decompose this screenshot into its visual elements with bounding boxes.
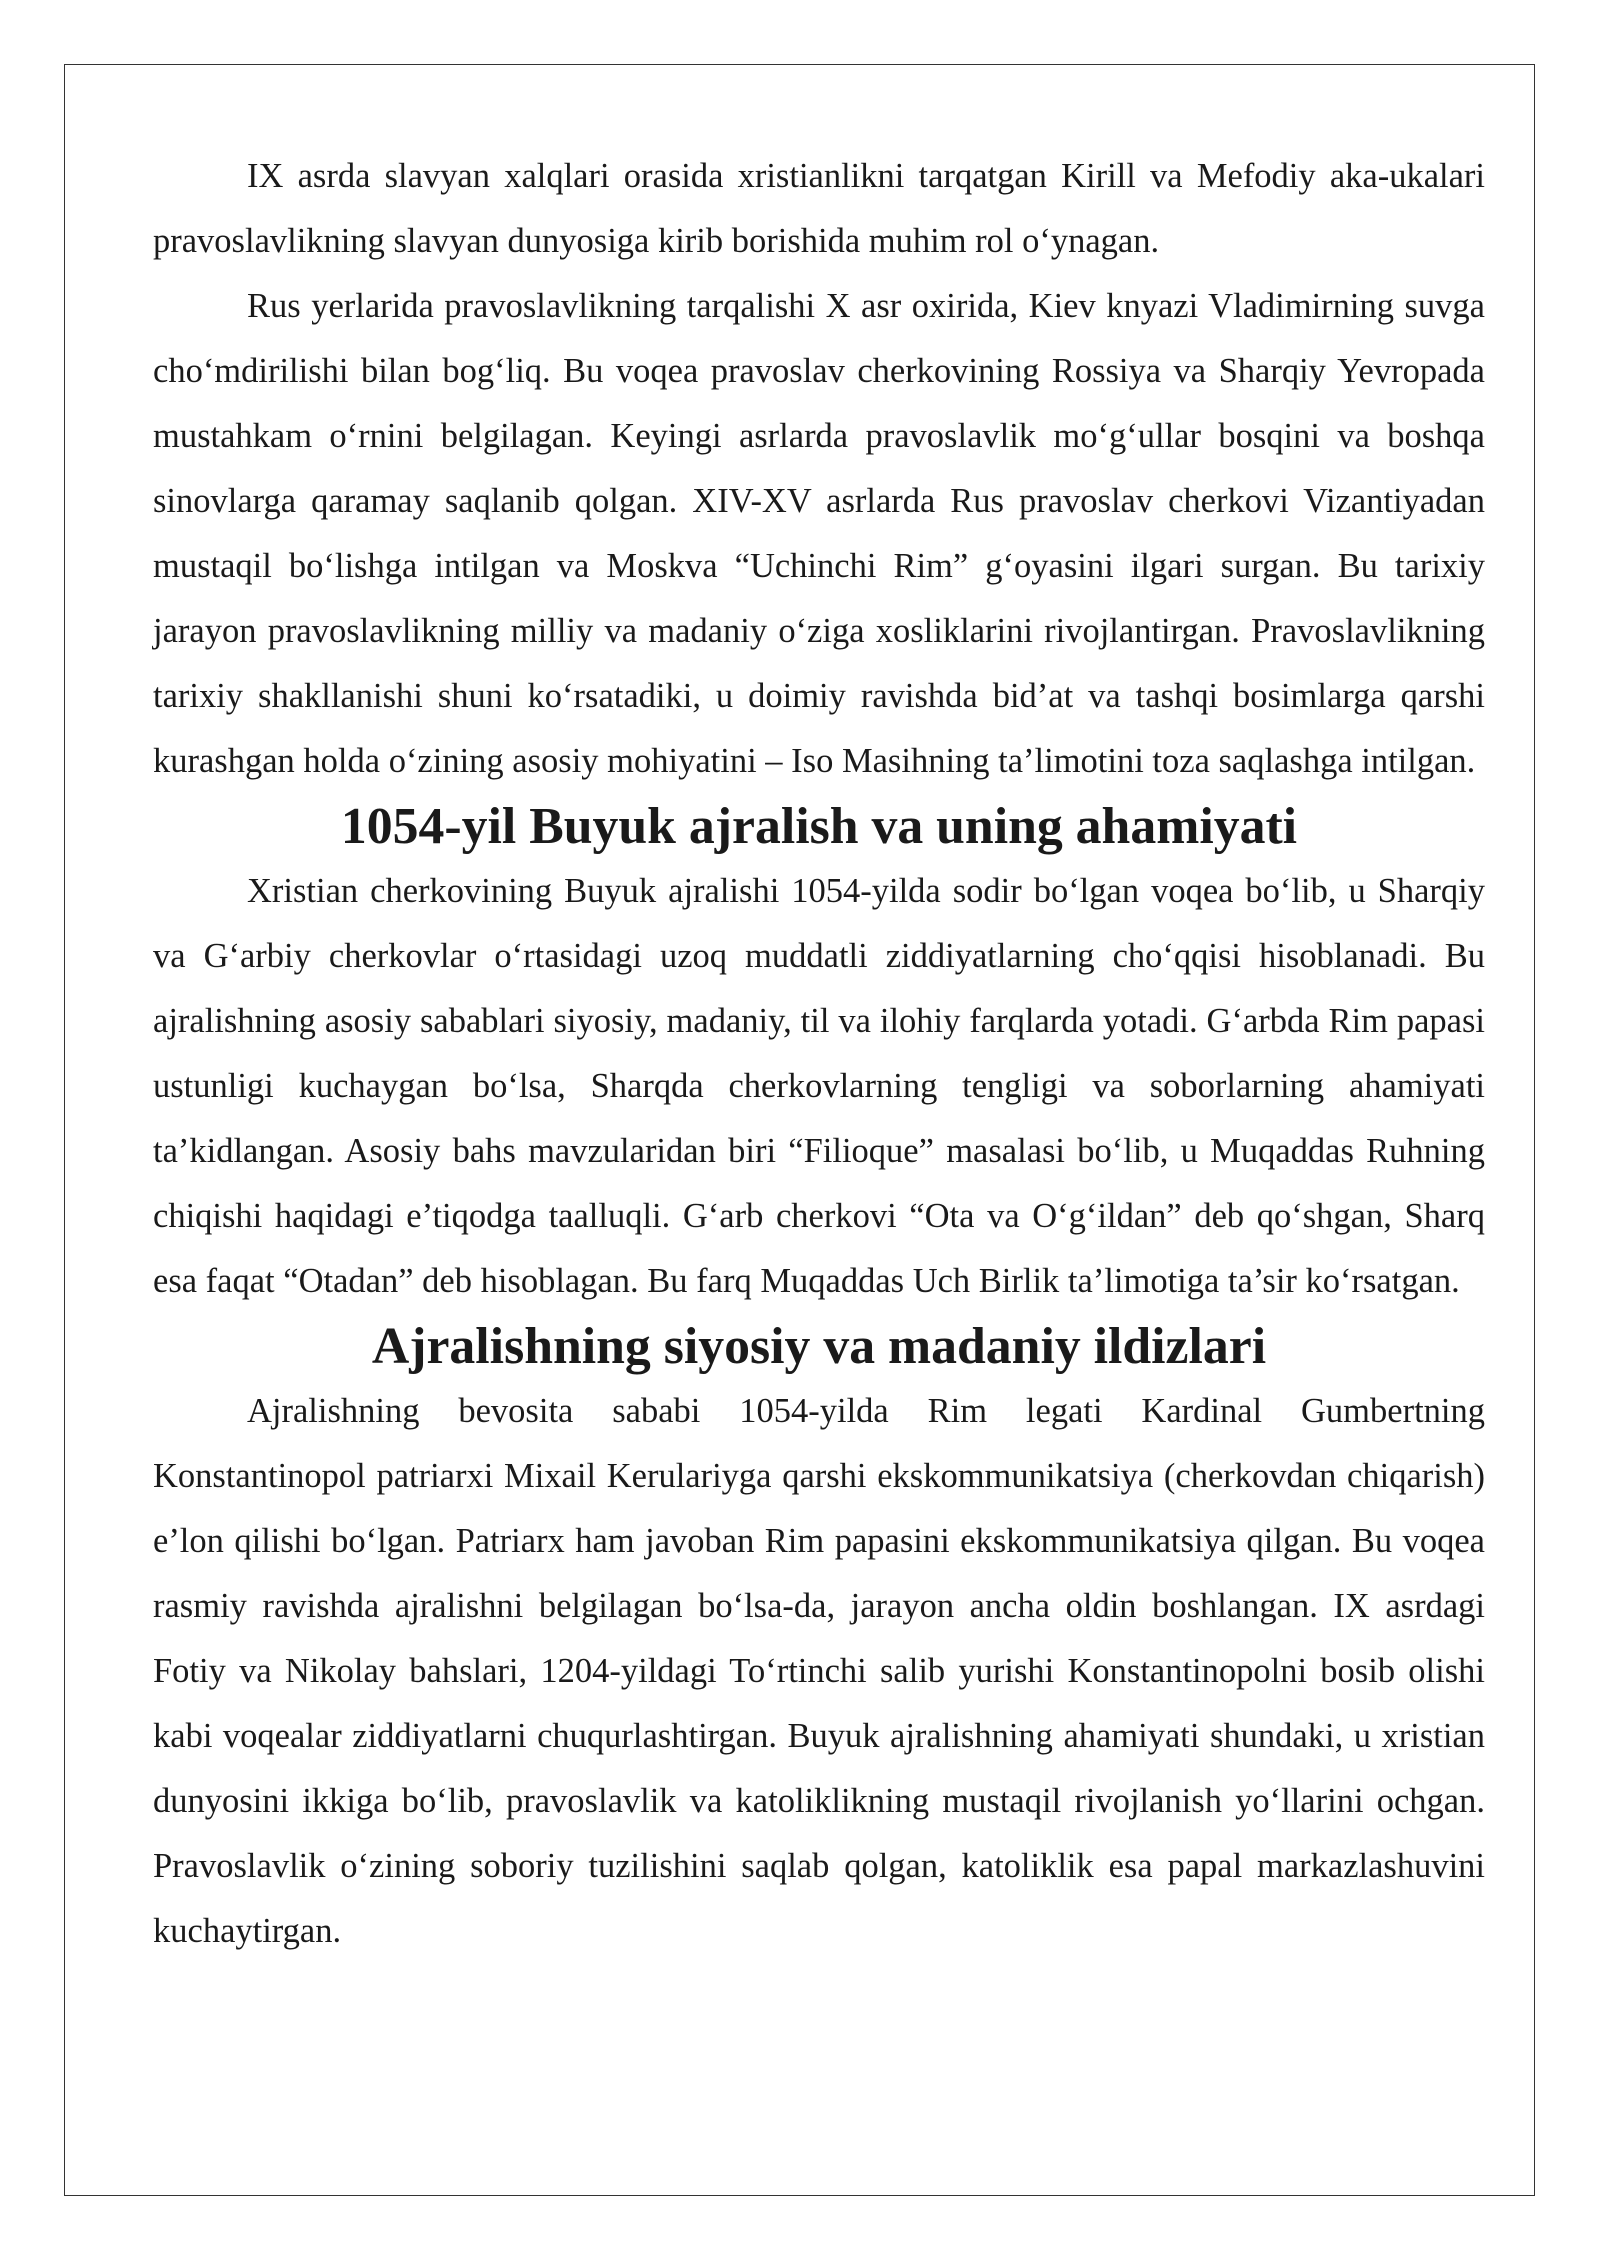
document-body — [153, 144, 1485, 1964]
section-heading-political-roots: Ajralishning siyosiy va madaniy ildizlari — [371, 1318, 1267, 1375]
section-heading-great-schism: 1054-yil Buyuk ajralish va uning ahamiyati — [340, 798, 1298, 855]
paragraph-political-roots: Ajralishning bevosita sababi 1054-yilda Rim legati Kardinal Gumbertning Konstantinopol patriarxi Mixail Kerulariyga qarshi ekskommunikatsiya (cherkovdan chiqarish) e’lon qilishi boʻlgan. Patriarx ham javoban Rim papasini ekskommunikatsiya qilgan. Bu voqea rasmiy ravishda ajralishni belgilagan boʻlsa-da, jarayon ancha oldin boshlangan. IX asrdagi Fotiy va Nikolay bahslari, 1204-yildagi Toʻrtinchi salib yurishi Konstantinopolni bosib olishi kabi voqealar ziddiyatlarni chuqurlashtirgan. Buyuk ajralishning ahamiyati shundaki, u xristian dunyosini ikkiga boʻlib, pravoslavlik va katoliklikning mustaqil rivojlanish yoʻllarini ochgan. Pravoslavlik oʻzining soboriy tuzilishini saqlab qolgan, katoliklik esa papal markazlashuvini kuchaytirgan. — [153, 1392, 1485, 1950]
paragraph-rus-orthodoxy: Rus yerlarida pravoslavlikning tarqalishi X asr oxirida, Kiev knyazi Vladimirning suvga choʻmdirilishi bilan bogʻliq. Bu voqea pravoslav cherkovining Rossiya va Sharqiy Yevropada mustahkam oʻrnini belgilagan. Keyingi asrlarda pravoslavlik moʻgʻullar bosqini va boshqa sinovlarga qaramay saqlanib qolgan. XIV-XV asrlarda Rus pravoslav cherkovi Vizantiyadan mustaqil boʻlishga intilgan va Moskva “Uchinchi Rim” gʻoyasini ilgari surgan. Bu tarixiy jarayon pravoslavlikning milliy va madaniy oʻziga xosliklarini rivojlantirgan. Pravoslavlikning tarixiy shakllanishi shuni koʻrsatadiki, u doimiy ravishda bid’at va tashqi bosimlarga qarshi kurashgan holda oʻzining asosiy mohiyatini – Iso Masihning ta’limotini toza saqlashga intilgan. — [153, 287, 1485, 780]
paragraph-great-schism: Xristian cherkovining Buyuk ajralishi 1054-yilda sodir boʻlgan voqea boʻlib, u Sharqiy va Gʻarbiy cherkovlar oʻrtasidagi uzoq muddatli ziddiyatlarning choʻqqisi hisoblanadi. Bu ajralishning asosiy sabablari siyosiy, madaniy, til va ilohiy farqlarda yotadi. Gʻarbda Rim papasi ustunligi kuchaygan boʻlsa, Sharqda cherkovlarning tengligi va soborlarning ahamiyati ta’kidlangan. Asosiy bahs mavzularidan biri “Filioque” masalasi boʻlib, u Muqaddas Ruhning chiqishi haqidagi e’tiqodga taalluqli. Gʻarb cherkovi “Ota va Oʻgʻildan” deb qoʻshgan, Sharq esa faqat “Otadan” deb hisoblagan. Bu farq Muqaddas Uch Birlik ta’limotiga ta’sir koʻrsatgan. — [153, 872, 1485, 1300]
paragraph-kirill-mefodiy: IX asrda slavyan xalqlari orasida xristianlikni tarqatgan Kirill va Mefodiy aka-ukalari pravoslavlikning slavyan dunyosiga kirib borishida muhim rol oʻynagan. — [153, 157, 1485, 260]
